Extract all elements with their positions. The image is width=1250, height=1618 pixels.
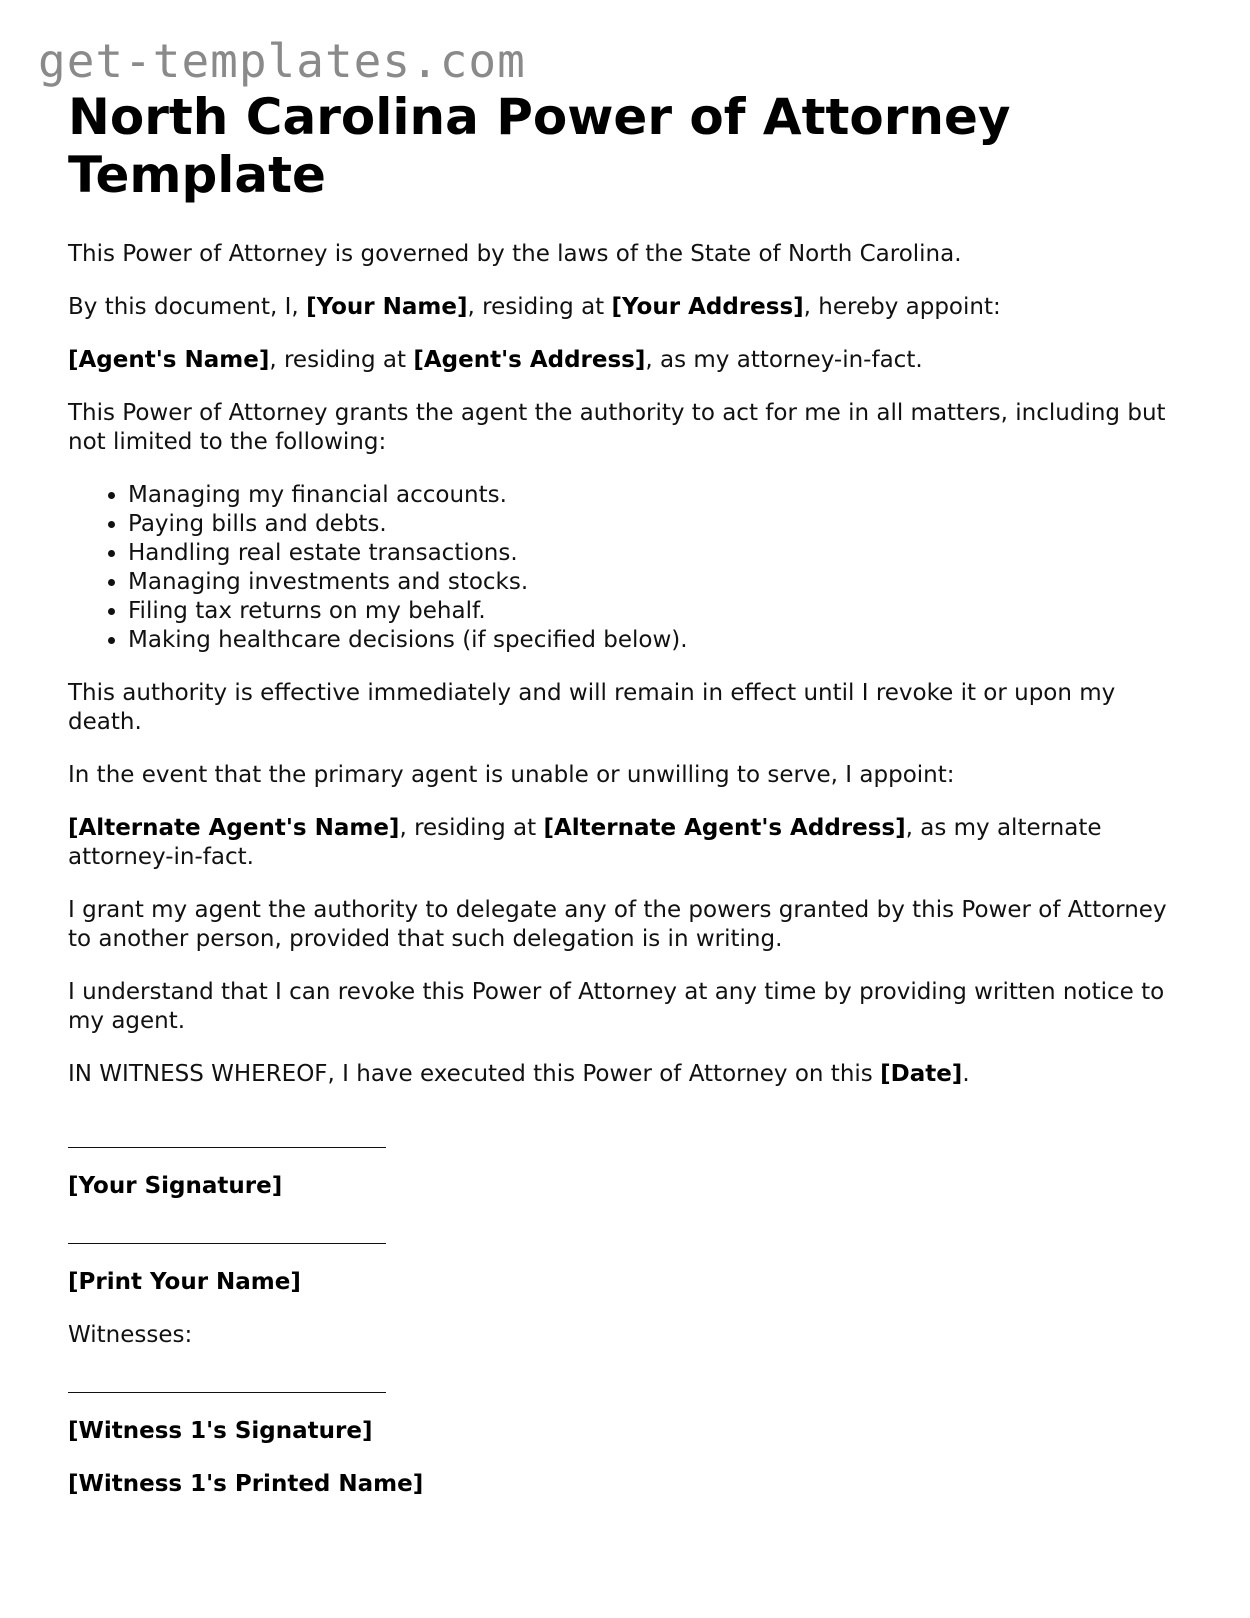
witness-clause-paragraph xyxy=(68,1060,1188,1089)
witness1-printed-name-label xyxy=(68,1470,1188,1499)
your-signature-placeholder: [Your Signature] xyxy=(68,1173,283,1199)
powers-list xyxy=(68,481,1188,655)
appointment-suffix: , hereby appoint: xyxy=(803,294,1001,320)
effective-paragraph: This authority is effective immediately and will remain in effect until I revoke it or upon my death. xyxy=(68,680,1116,735)
alternate-agent-address-placeholder: [Alternate Agent's Address] xyxy=(543,815,906,841)
appointment-prefix: By this document, I, xyxy=(68,294,307,320)
agent-middle: , residing at xyxy=(269,347,414,373)
appointment-paragraph xyxy=(68,293,1188,322)
your-address-placeholder: [Your Address] xyxy=(611,294,804,320)
agent-suffix: , as my attorney-in-fact. xyxy=(645,347,923,373)
watermark: get-templates.com xyxy=(38,34,526,88)
witness1-printed-name-placeholder: [Witness 1's Printed Name] xyxy=(68,1471,424,1497)
witnesses-label: Witnesses: xyxy=(68,1322,193,1348)
alternate-intro-paragraph: In the event that the primary agent is unable or unwilling to serve, I appoint: xyxy=(68,762,955,788)
witness-clause-prefix: IN WITNESS WHEREOF, I have executed this Power of Attorney on this xyxy=(68,1061,881,1087)
print-name-label xyxy=(68,1268,1188,1297)
list-item: • Managing investments and stocks. xyxy=(128,568,1188,597)
list-item: • Making healthcare decisions (if specified below). xyxy=(128,626,1188,655)
witness1-signature-placeholder: [Witness 1's Signature] xyxy=(68,1418,373,1444)
list-item: • Managing my financial accounts. xyxy=(128,481,1188,510)
date-placeholder: [Date] xyxy=(880,1061,963,1087)
alternate-agent-paragraph xyxy=(68,814,1188,872)
document-title: North Carolina Power of Attorney Template xyxy=(68,88,1011,204)
print-name-placeholder: [Print Your Name] xyxy=(68,1269,301,1295)
alternate-middle: , residing at xyxy=(399,815,544,841)
alternate-agent-name-placeholder: [Alternate Agent's Name] xyxy=(68,815,400,841)
intro-paragraph: This Power of Attorney is governed by the laws of the State of North Carolina. xyxy=(68,241,962,267)
delegation-paragraph: I grant my agent the authority to delegate any of the powers granted by this Power of Attorney to another person, provided that such delegation is in writing. xyxy=(68,897,1167,952)
agent-paragraph xyxy=(68,346,1188,375)
witness1-signature-label xyxy=(68,1417,1188,1446)
authority-paragraph: This Power of Attorney grants the agent the authority to act for me in all matters, including but not limited to the following: xyxy=(68,400,1166,455)
print-name-line[interactable] xyxy=(68,1225,386,1244)
revocation-paragraph: I understand that I can revoke this Power of Attorney at any time by providing written notice to my agent. xyxy=(68,979,1165,1034)
your-signature-label xyxy=(68,1172,1188,1201)
document-body xyxy=(68,88,1188,1523)
list-item: • Handling real estate transactions. xyxy=(128,539,1188,568)
agent-address-placeholder: [Agent's Address] xyxy=(413,347,646,373)
alternate-suffix: , as my alternate attorney-in-fact. xyxy=(68,815,1102,870)
list-item: • Paying bills and debts. xyxy=(128,510,1188,539)
appointment-middle: , residing at xyxy=(467,294,612,320)
witness1-signature-line[interactable] xyxy=(68,1374,386,1393)
list-item: • Filing tax returns on my behalf. xyxy=(128,597,1188,626)
agent-name-placeholder: [Agent's Name] xyxy=(68,347,270,373)
witness-clause-suffix: . xyxy=(962,1061,970,1087)
signature-line[interactable] xyxy=(68,1129,386,1148)
your-name-placeholder: [Your Name] xyxy=(306,294,468,320)
